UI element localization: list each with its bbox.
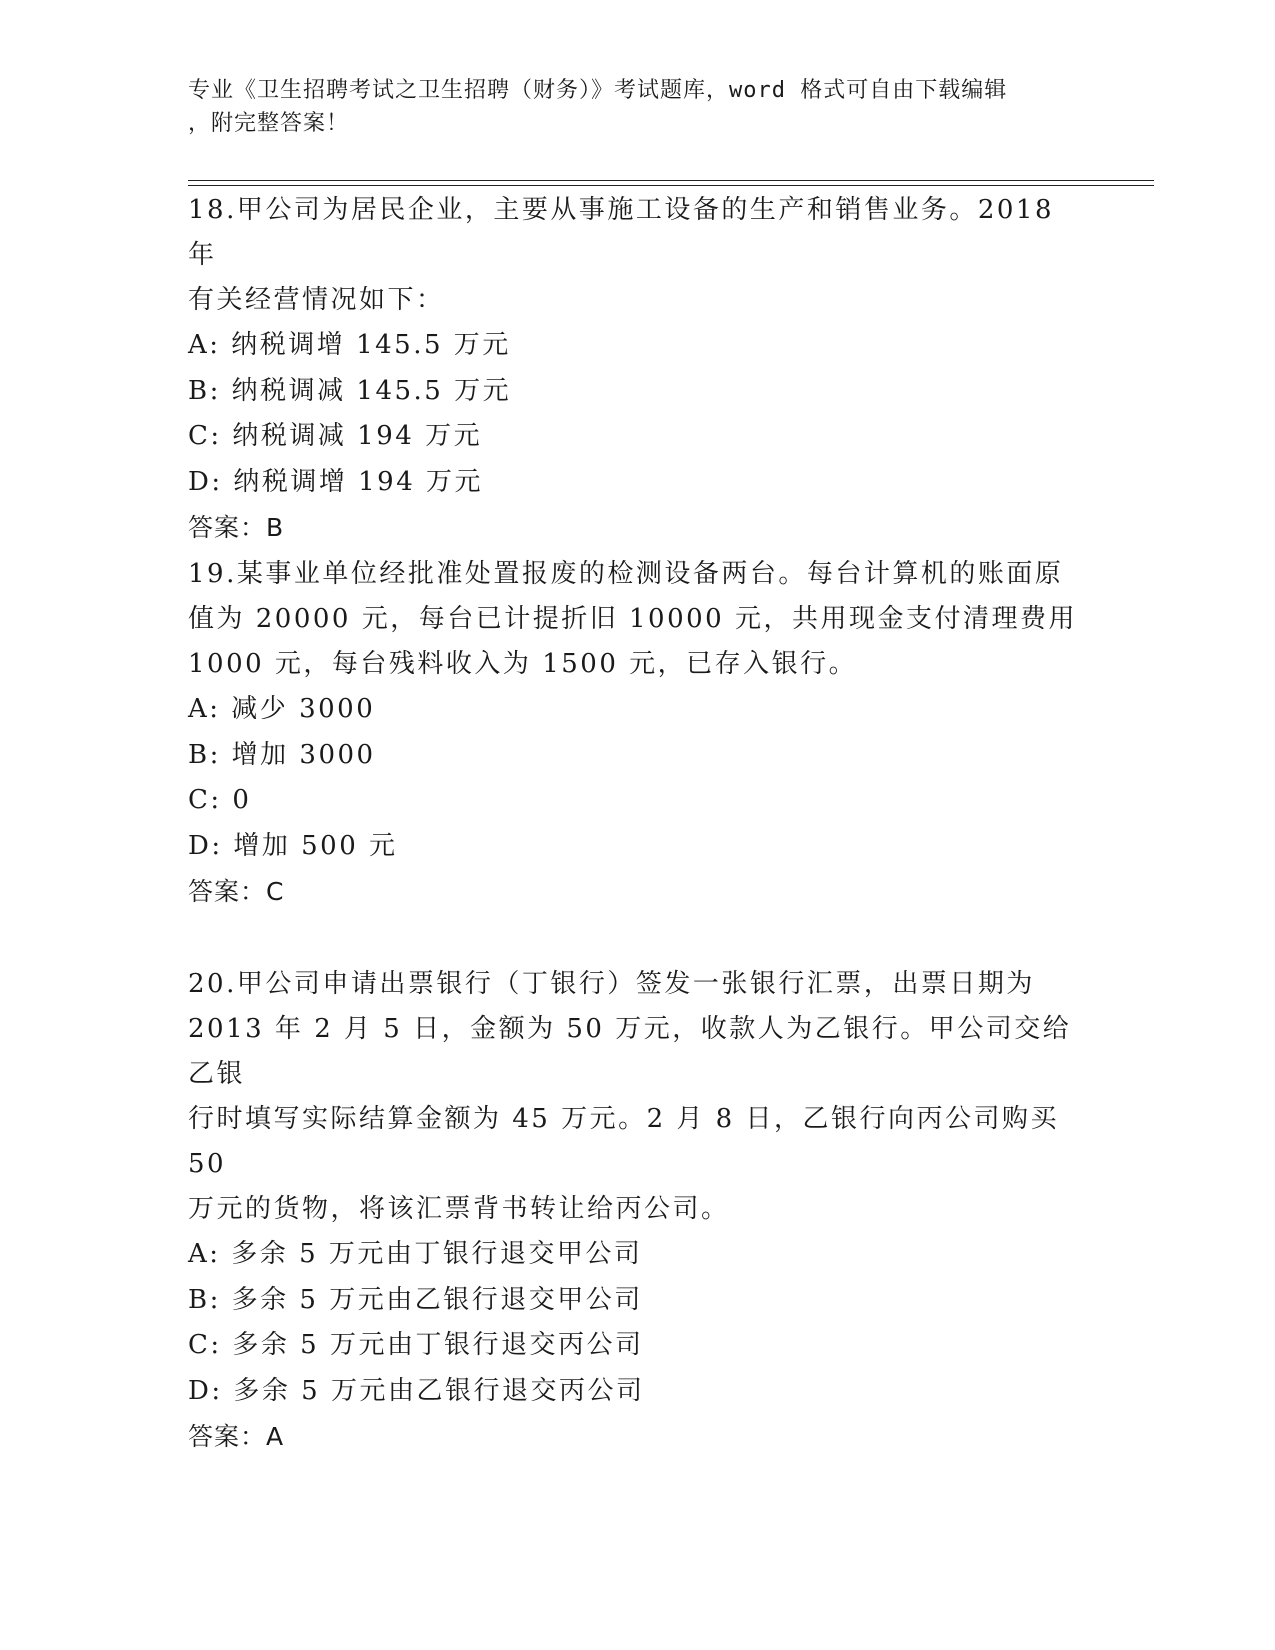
question-text-line: 有关经营情况如下：	[188, 285, 445, 315]
question-text-line: 2013 年 2 月 5 日，金额为 50 万元，收款人为乙银行。甲公司交给乙银	[188, 1014, 1072, 1089]
option-b: B: 增加 3000	[188, 739, 376, 770]
question-19	[188, 552, 1088, 914]
question-text-line: 万元的货物，将该汇票背书转让给丙公司。	[188, 1194, 730, 1224]
option-b: B: 纳税调减 145.5 万元	[188, 375, 512, 406]
question-text-line: 20.甲公司申请出票银行（丁银行）签发一张银行汇票，出票日期为	[188, 969, 1035, 999]
option-d: D: 多余 5 万元由乙银行退交丙公司	[188, 1375, 645, 1406]
option-b: B: 多余 5 万元由乙银行退交甲公司	[188, 1284, 643, 1315]
option-d: D: 增加 500 元	[188, 830, 398, 861]
question-20	[188, 962, 1088, 1459]
option-c: C: 纳税调减 194 万元	[188, 421, 483, 451]
option-d: D: 纳税调增 194 万元	[188, 466, 484, 497]
answer: 答案：A	[188, 1422, 285, 1451]
question-text-line: 行时填写实际结算金额为 45 万元。2 月 8 日，乙银行向丙公司购买 50	[188, 1104, 1070, 1179]
question-text-line: 1000 元，每台残料收入为 1500 元，已存入银行。	[188, 649, 858, 679]
question-text-line: 19.某事业单位经批准处置报废的检测设备两台。每台计算机的账面原	[188, 559, 1064, 589]
option-c: C: 多余 5 万元由丁银行退交丙公司	[188, 1330, 644, 1360]
question-text-line: 18.甲公司为居民企业，主要从事施工设备的生产和销售业务。2018 年	[188, 195, 1065, 270]
header-divider-top	[188, 180, 1154, 181]
header-divider-bottom	[188, 185, 1154, 186]
document-header	[188, 74, 1088, 140]
option-c: C: 0	[188, 785, 252, 815]
answer: 答案：B	[188, 513, 285, 542]
header-line-1: 专业《卫生招聘考试之卫生招聘（财务）》考试题库，word 格式可自由下载编辑	[188, 78, 1008, 103]
question-text-line: 值为 20000 元，每台已计提折旧 10000 元，共用现金支付清理费用	[188, 604, 1077, 634]
option-a: A: 纳税调增 145.5 万元	[188, 330, 511, 360]
header-line-2: ，附完整答案！	[188, 111, 350, 136]
question-18	[188, 188, 1088, 550]
answer: 答案：C	[188, 877, 285, 906]
option-a: A: 减少 3000	[188, 694, 376, 724]
option-a: A: 多余 5 万元由丁银行退交甲公司	[188, 1239, 643, 1269]
